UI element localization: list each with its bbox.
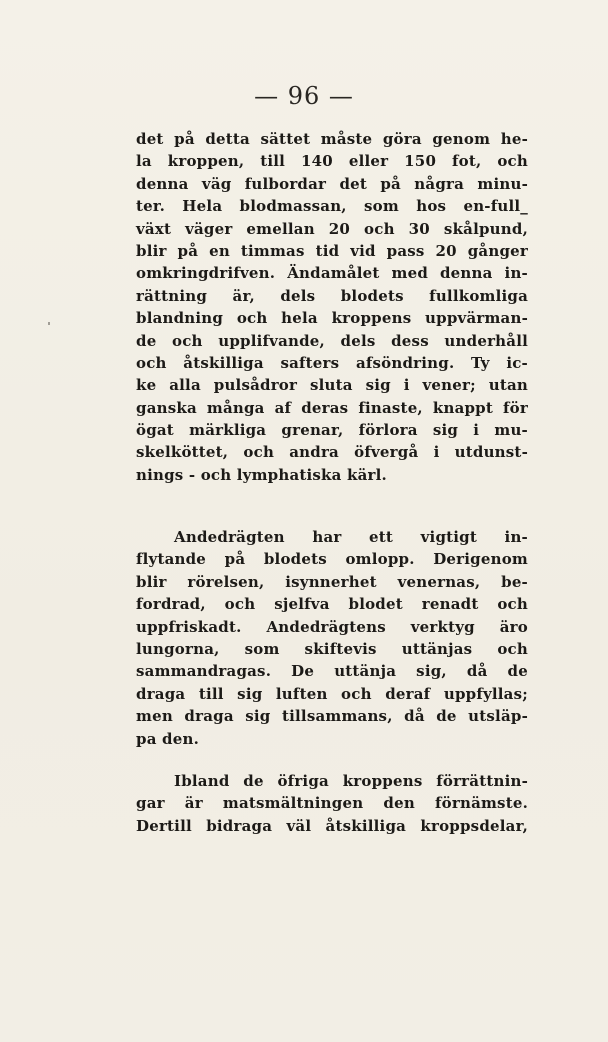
text-line: la kroppen, till 140 eller 150 fot, och <box>136 152 528 171</box>
text-line: skelköttet, och andra öfvergå i utdunst- <box>136 443 528 462</box>
text-line: ter. Hela blodmassan, som hos en-full_ <box>136 197 528 216</box>
text-line: fordrad, och sjelfva blodet renadt och <box>136 595 528 614</box>
text-line: blir på en timmas tid vid pass 20 gånger <box>136 241 528 260</box>
text-line: Dertill bidraga väl åtskilliga kroppsdelar, <box>136 816 528 835</box>
text-line: Andedrägten har ett vigtigt in- <box>174 528 528 546</box>
text-line: men draga sig tillsammans, då de utsläp- <box>136 707 528 726</box>
text-line: omkringdrifven. Ändamålet med denna in- <box>136 264 528 283</box>
text-line: ganska många af deras finaste, knappt för <box>136 398 528 417</box>
paragraph-3 <box>136 770 528 837</box>
text-line: draga till sig luften och deraf uppfyllas; <box>136 684 528 703</box>
text-line: det på detta sättet måste göra genom he- <box>136 130 528 148</box>
text-line: flytande på blodets omlopp. Derigenom <box>136 550 528 569</box>
text-line: växt väger emellan 20 och 30 skålpund, <box>136 219 528 238</box>
text-line: sammandragas. De uttänja sig, då de <box>136 662 528 681</box>
text-line: rättning är, dels blodets fullkomliga <box>136 286 528 305</box>
paragraph-2 <box>136 526 528 750</box>
text-line: de och upplifvande, dels dess underhåll <box>136 331 528 350</box>
text-line: blandning och hela kroppens uppvärman- <box>136 309 528 328</box>
text-line: nings - och lymphatiska kärl. <box>136 465 387 484</box>
paragraph-1 <box>136 128 528 486</box>
text-line: ögat märkliga grenar, förlora sig i mu- <box>136 421 528 440</box>
text-line: denna väg fulbordar det på några minu- <box>136 174 528 193</box>
text-line: pa den. <box>136 729 199 748</box>
text-line: Ibland de öfriga kroppens förrättnin- <box>174 772 528 790</box>
text-line: lungorna, som skiftevis uttänjas och <box>136 639 528 658</box>
text-line: gar är matsmältningen den förnämste. <box>136 794 528 813</box>
text-line: ke alla pulsådror sluta sig i vener; utan <box>136 376 528 395</box>
text-line: uppfriskadt. Andedrägtens verktyg äro <box>136 617 528 636</box>
text-line: blir rörelsen, isynnerhet venernas, be- <box>136 572 528 591</box>
text-line: och åtskilliga safters afsöndring. Ty ic- <box>136 353 528 372</box>
paper-speck <box>48 322 50 325</box>
page-number: — 96 — <box>254 82 354 110</box>
